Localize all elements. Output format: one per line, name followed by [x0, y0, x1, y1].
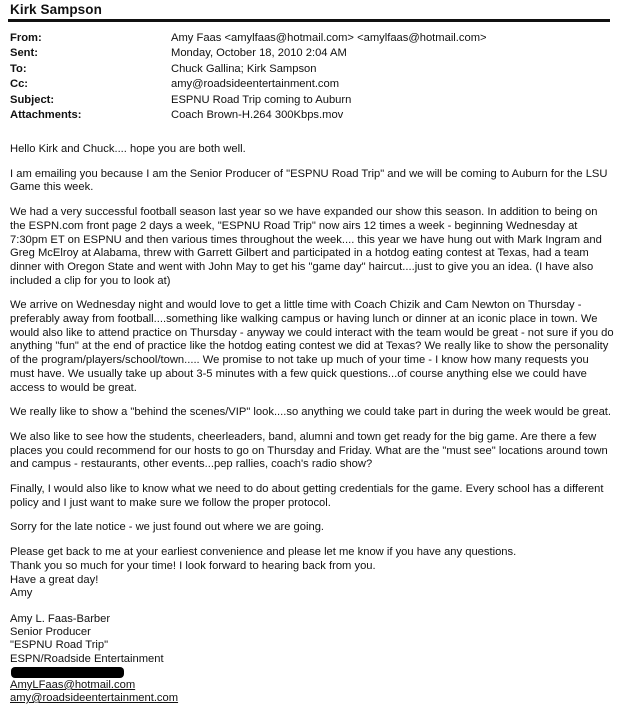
body-paragraph: I am emailing you because I am the Senior Producer of "ESPNU Road Trip" and we will be coming to Auburn for the LSU Game this week. [10, 167, 608, 194]
body-paragraph: We arrive on Wednesday night and would love to get a little time with Coach Chizik and Cam Newton on Thursday - preferably away from football....something like walking campus or having lunch or dinner at an iconic place in town. We would also like to attend practice on Thursday - anyway we could interact with the team would be great - not sure if you do anything "fun" at the end of practice like the hotdog eating contest we did at Texas? We really like to show the personality of the program/players/school/town..... We promise to not take up much of your time - I know how many requests you must have. We usually take up about 3-5 minutes with a few quick questions...of course anything else we could have access to would be great. [10, 299, 614, 394]
body-paragraph: We also like to see how the students, cheerleaders, band, alumni and town get ready for the big game. Are there a few places you could recommend for our hosts to go on Thursday and Friday. What are the "must see" locations around town and campus - restaurants, other events...pep rallies, coach's radio show? [10, 430, 608, 471]
redaction-bar [11, 667, 124, 678]
body-paragraph: We really like to show a "behind the scenes/VIP" look....so anything we could take part in during the week would be great. [10, 406, 612, 419]
header-row-attachments [10, 108, 487, 123]
closing-line: Thank you so much for your time! I look forward to hearing back from you. [10, 559, 376, 572]
signature-name: Amy L. Faas-Barber [10, 613, 111, 625]
body-paragraph: We had a very successful football season last year so we have expanded our show this season. In addition to being on the ESPN.com front page 2 days a week, "ESPNU Road Trip" now airs 12 times a week - beginning Wednesday at 7:30pm ET on ESPNU and then various times throughout the week.... this year we have hung out with Mark Ingram and Greg McElroy at Alabama, threw with Garrett Gilbert and participated in a hotdog eating contest at Texas, had a team dinner with Oregon State and went with John May to get his "game day" haircut....just to give you an idea. (I have also included a clip for you to look at) [10, 206, 602, 287]
header-row-from [10, 31, 487, 46]
body-paragraph: Finally, I would also like to know what we need to do about getting credentials for the game. Every school has a different policy and I just want to make sure we follow the proper protocol. [10, 483, 604, 509]
closing-line: Please get back to me at your earliest convenience and please let me know if you have any questions. [10, 546, 517, 559]
header-row-subject [10, 93, 487, 108]
header-label: From: [10, 32, 42, 44]
page-title: Kirk Sampson [10, 2, 102, 17]
signature-block [10, 613, 178, 705]
title-divider [8, 19, 610, 22]
header-row-cc [10, 77, 487, 92]
signature-role: Senior Producer [10, 626, 91, 639]
header-label: Subject: [10, 93, 55, 106]
header-value: ESPNU Road Trip coming to Auburn [171, 93, 352, 106]
email-link[interactable]: AmyLFaas@hotmail.com [10, 678, 136, 691]
header-label: Cc: [10, 78, 29, 91]
signature-company: ESPN/Roadside Entertainment [10, 652, 164, 665]
header-value: Monday, October 18, 2010 2:04 AM [171, 47, 347, 60]
header-row-to [10, 62, 487, 77]
header-value: Chuck Gallina; Kirk Sampson [171, 62, 317, 75]
email-link[interactable]: amy@roadsideentertainment.com [10, 692, 179, 705]
body-paragraph: Sorry for the late notice - we just found out where we are going. [10, 521, 325, 534]
body-paragraph: Hello Kirk and Chuck.... hope you are both well. [10, 143, 246, 155]
attachment-name[interactable]: Coach Brown-H.264 300Kbps.mov [171, 108, 344, 121]
header-label: Sent: [10, 47, 38, 60]
header-value: Amy Faas <amylfaas@hotmail.com> <amylfaas@hotmail.com> [171, 32, 487, 44]
header-label: To: [10, 62, 27, 75]
closing-line: Amy [10, 587, 33, 600]
email-header [10, 31, 487, 123]
closing-line: Have a great day! [10, 573, 99, 586]
header-row-sent [10, 46, 487, 61]
signature-show: "ESPNU Road Trip" [10, 639, 109, 652]
header-value: amy@roadsideentertainment.com [171, 78, 340, 91]
email-body [10, 143, 614, 601]
header-label: Attachments: [10, 108, 82, 121]
